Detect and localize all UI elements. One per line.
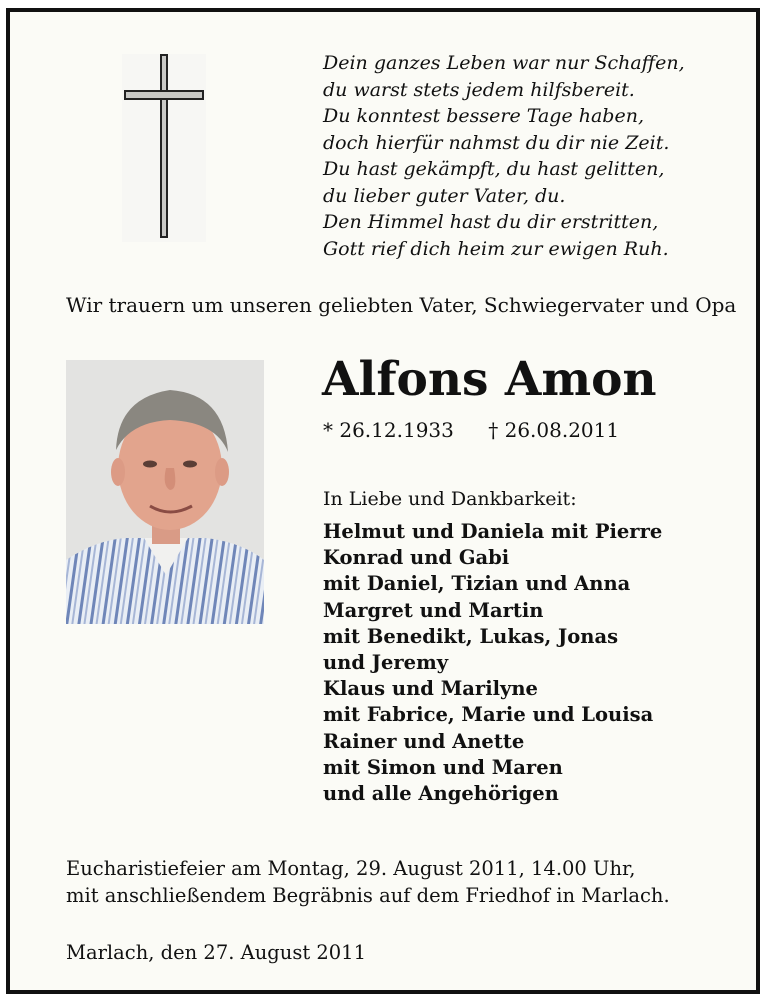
mourner-line: Helmut und Daniela mit Pierre — [323, 520, 663, 543]
poem-line: Du hast gekämpft, du hast gelitten, — [323, 158, 665, 180]
death-date: † 26.08.2011 — [488, 418, 620, 442]
portrait-illustration — [66, 360, 264, 624]
poem-line: Den Himmel hast du dir erstritten, — [323, 211, 659, 233]
poem-line: doch hierfür nahmst du dir nie Zeit. — [323, 131, 670, 154]
mourner-line: und alle Angehörigen — [323, 782, 559, 806]
cross-vertical-beam — [160, 54, 168, 238]
service-line: mit anschließendem Begräbnis auf dem Friedhof in Marlach. — [66, 884, 670, 907]
cross-icon — [122, 54, 206, 242]
poem-line: Dein ganzes Leben war nur Schaffen, — [323, 52, 685, 74]
cross-horizontal-beam — [124, 90, 204, 100]
mourner-line: mit Benedikt, Lukas, Jonas — [323, 624, 619, 648]
birth-date: * 26.12.1933 — [323, 418, 454, 442]
thanks-label: In Liebe und Dankbarkeit: — [323, 488, 577, 510]
mourner-line: mit Daniel, Tizian und Anna — [323, 572, 631, 596]
mourner-line: mit Fabrice, Marie und Louisa — [323, 703, 654, 727]
mourner-line: Rainer und Anette — [323, 729, 525, 753]
mourner-line: mit Simon und Maren — [323, 755, 563, 779]
poem-line: du lieber guter Vater, du. — [323, 184, 566, 207]
mourning-intro: Wir trauern um unseren geliebten Vater, Schwiegervater und Opa — [66, 293, 737, 317]
poem — [323, 50, 743, 262]
portrait-photo — [66, 360, 264, 624]
mourners-list — [323, 519, 662, 807]
service-line: Eucharistiefeier am Montag, 29. August 2011, 14.00 Uhr, — [66, 857, 636, 880]
mourner-line: Klaus und Marilyne — [323, 677, 538, 701]
mourner-line: Margret und Martin — [323, 598, 544, 622]
mourner-line: Konrad und Gabi — [323, 546, 510, 570]
poem-line: Gott rief dich heim zur ewigen Ruh. — [323, 237, 669, 260]
funeral-service-info — [66, 855, 670, 909]
life-dates — [323, 418, 647, 442]
poem-line: du warst stets jedem hilfsbereit. — [323, 78, 635, 101]
mourner-line: und Jeremy — [323, 651, 449, 675]
obituary-frame — [6, 8, 760, 994]
poem-line: Du konntest bessere Tage haben, — [323, 105, 644, 127]
place-and-date: Marlach, den 27. August 2011 — [66, 941, 366, 964]
deceased-name: Alfons Amon — [322, 352, 657, 407]
